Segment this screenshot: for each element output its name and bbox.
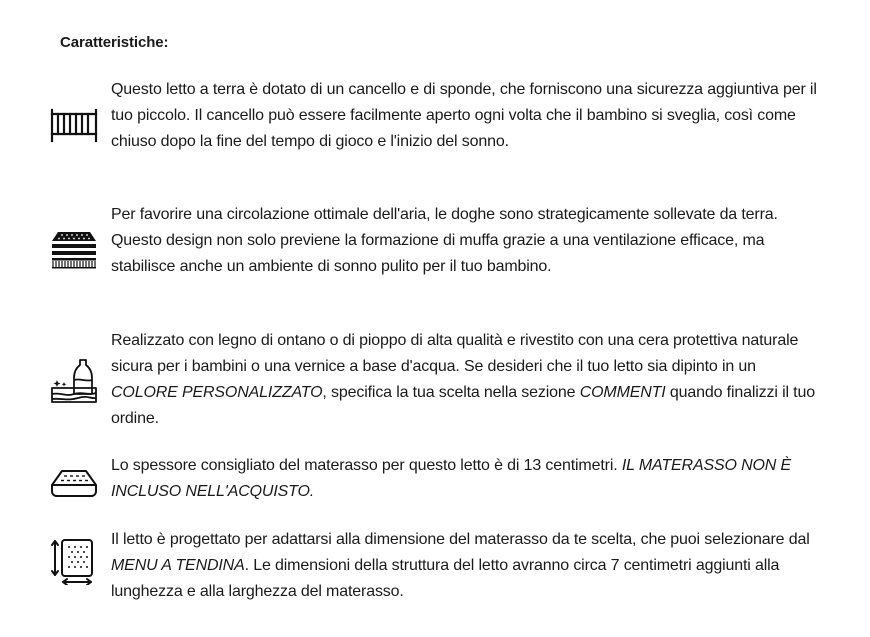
feature-text: Questo letto a terra è dotato di un cancello e di sponde, che forniscono una sicurezza aggiuntiva per il tuo piccolo. Il cancello può essere facilmente aperto ogni volta che il bambino si sveglia, così come chiuso dopo la fine del tempo di gioco e l'inizio del sonno. [111, 81, 817, 150]
wood-finish-icon [50, 356, 98, 404]
mattress-dimensions-icon [50, 537, 98, 585]
feature-text: Per favorire una circolazione ottimale dell'aria, le doghe sono strategicamente sollevate da terra. Questo design non solo previene la formazione di muffa grazie a una ventilazione efficace, ma stabilisce anche un ambiente di sonno pulito per il tuo bambino. [111, 206, 778, 275]
feature-text-part: Lo spessore consigliato del materasso per questo letto è di 13 centimetri. [111, 457, 622, 474]
feature-text-part: quando finalizzi il tuo ordine. [111, 384, 815, 427]
feature-text [111, 328, 821, 432]
crib-gate-icon [50, 101, 98, 149]
feature-text-part: , specifica la tua scelta nella sezione [322, 384, 580, 401]
feature-text-part: . Le dimensioni della struttura del letto avranno circa 7 centimetri aggiunti alla lunghezza e alla larghezza del materasso. [111, 557, 780, 600]
feature-text-part: Realizzato con legno di ontano o di pioppo di alta qualità e rivestito con una cera protettiva naturale sicura per i bambini o una vernice a base d'acqua. Se desideri che il tuo letto sia dipinto in un [111, 332, 799, 375]
feature-text [111, 453, 821, 505]
section-heading: Caratteristiche: [60, 34, 169, 51]
raised-slats-icon [50, 226, 98, 274]
mattress-icon [50, 459, 98, 507]
not-included-emphasis: IL MATERASSO NON È INCLUSO NELL'ACQUISTO. [111, 457, 792, 500]
feature-text [111, 527, 821, 605]
feature-text-part: Il letto è progettato per adattarsi alla dimensione del materasso da te scelta, che puoi selezionare dal [111, 531, 810, 548]
dropdown-menu-emphasis: MENU A TENDINA [111, 557, 245, 574]
comments-emphasis: COMMENTI [579, 384, 666, 401]
custom-color-emphasis: COLORE PERSONALIZZATO [111, 384, 323, 401]
